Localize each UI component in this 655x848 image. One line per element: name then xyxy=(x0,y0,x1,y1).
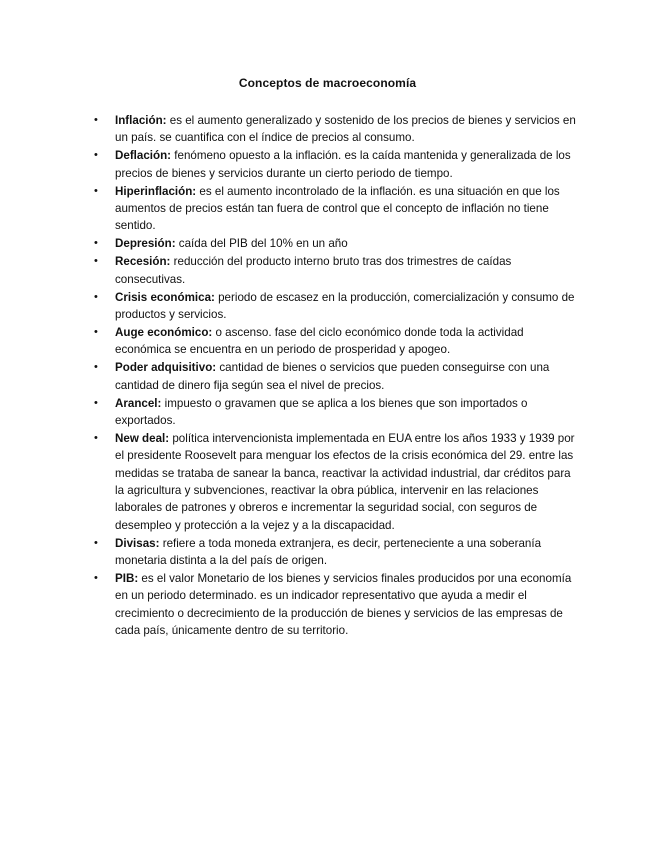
concept-definition: es el aumento incontrolado de la inflación. es una situación en que los aumentos de precios están tan fuera de control que el concepto de inflación no tiene sentido. xyxy=(115,184,560,233)
bullet-icon: • xyxy=(94,290,98,303)
concept-item xyxy=(94,570,576,640)
concept-item xyxy=(94,535,576,570)
concept-item xyxy=(94,289,576,324)
concept-term: Depresión: xyxy=(115,237,176,251)
bullet-icon: • xyxy=(94,255,98,268)
concept-definition: caída del PIB del 10% en un año xyxy=(178,237,348,251)
concept-term: Inflación: xyxy=(115,114,167,127)
bullet-icon: • xyxy=(94,184,98,197)
concept-definition: periodo de escasez en la producción, comercialización y consumo de productos y servicios. xyxy=(115,290,575,321)
concept-list xyxy=(94,112,576,640)
bullet-icon: • xyxy=(94,431,98,444)
concept-item xyxy=(94,112,576,147)
concept-term: PIB: xyxy=(115,572,139,586)
concept-definition: reducción del producto interno bruto tras dos trimestres de caídas consecutivas. xyxy=(115,255,512,286)
concept-term: Poder adquisitivo: xyxy=(115,361,217,375)
concept-item xyxy=(94,359,576,394)
concept-item xyxy=(94,253,576,288)
concept-item xyxy=(94,324,576,359)
concept-item xyxy=(94,235,576,252)
concept-item xyxy=(94,395,576,430)
bullet-icon: • xyxy=(94,396,98,409)
concept-term: Divisas: xyxy=(115,536,160,550)
bullet-icon: • xyxy=(94,237,98,250)
concept-definition: impuesto o gravamen que se aplica a los bienes que son importados o exportados. xyxy=(115,396,528,427)
bullet-icon: • xyxy=(94,536,98,549)
bullet-icon: • xyxy=(94,149,98,162)
bullet-icon: • xyxy=(94,361,98,374)
concept-definition: o ascenso. fase del ciclo económico donde toda la actividad económica se encuentra en un periodo de prosperidad y apogeo. xyxy=(115,325,524,357)
concept-item xyxy=(94,183,576,235)
concept-definition: fenómeno opuesto a la inflación. es la caída mantenida y generalizada de los precios de bienes y servicios durante un cierto periodo de tiempo. xyxy=(115,149,571,180)
concept-definition: cantidad de bienes o servicios que pueden conseguirse con una cantidad de dinero fija según sea el nivel de precios. xyxy=(115,361,550,392)
concept-term: Auge económico: xyxy=(115,325,213,339)
concept-term: Arancel: xyxy=(115,396,162,410)
concept-term: Recesión: xyxy=(115,255,171,269)
concept-term: New deal: xyxy=(115,431,170,445)
concept-definition: refiere a toda moneda extranjera, es decir, perteneciente a una soberanía monetaria distinta a la del país de origen. xyxy=(115,536,542,568)
concept-term: Deflación: xyxy=(115,149,172,163)
concept-term: Hiperinflación: xyxy=(115,184,197,198)
bullet-icon: • xyxy=(94,325,98,338)
bullet-icon: • xyxy=(94,572,98,585)
concept-definition: es el aumento generalizado y sostenido de los precios de bienes y servicios en un país. se cuantifica con el índice de precios al consumo. xyxy=(115,114,576,145)
concept-term: Crisis económica: xyxy=(115,290,215,304)
document-title: Conceptos de macroeconomía xyxy=(238,76,417,90)
concept-definition: es el valor Monetario de los bienes y servicios finales producidos por una economía en un periodo determinado. es un indicador representativo que ayuda a medir el crecimiento o decrecimiento de la producción de bienes y servicios de las empresas de cada país, únicamente dentro de su territorio. xyxy=(115,572,572,638)
bullet-icon: • xyxy=(94,114,98,126)
concept-definition: política intervencionista implementada en EUA entre los años 1933 y 1939 por el presidente Roosevelt para menguar los efectos de la crisis económica del 29. entre las medidas se trataba de sanear la banca, reactivar la actividad industrial, dar créditos para la agricultura y subvenciones, reactivar la obra pública, intervenir en las relaciones laborales de patrones y obreros e incrementar la seguridad social, con seguros de desempleo y protección a la vejez y a la discapacidad. xyxy=(115,431,575,532)
concept-item xyxy=(94,147,576,182)
concept-item xyxy=(94,430,576,534)
